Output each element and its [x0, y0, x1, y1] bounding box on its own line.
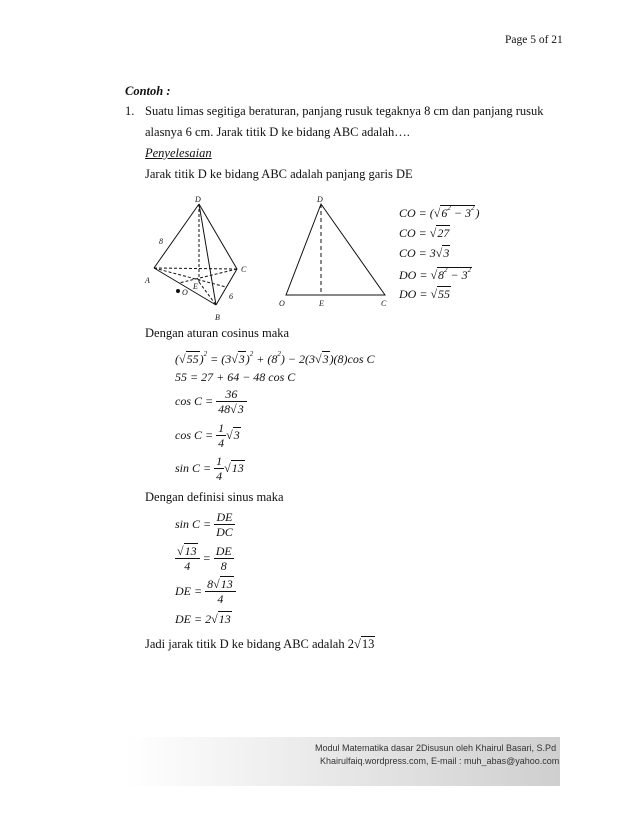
tri-label-E: E — [319, 299, 324, 308]
page-number: Page 5 of 21 — [505, 34, 563, 46]
pyr-label-8: 8 — [159, 237, 163, 246]
example-heading: Contoh : — [125, 84, 171, 98]
median-B — [199, 282, 216, 305]
sine-step-2: $\frac{√13}{4}$ = $\frac{DE}{8}$ — [177, 544, 232, 573]
sine-step-3: DE = $\frac{8√13}{4}$ — [175, 577, 236, 606]
sine-intro: Dengan definisi sinus maka — [145, 490, 284, 504]
edge-CB — [216, 269, 237, 305]
pyr-label-A: A — [145, 276, 150, 285]
calc-do-line-2: DO = √55 — [399, 287, 451, 301]
cosine-step-1: $(√55)^2 = (3√3)^2 + (8^2) - 2(3√3)(8)\cos$ C — [175, 350, 375, 366]
footer-author: Disusun oleh Khairul Basari, S.Pd — [421, 743, 557, 753]
footer-banner — [125, 737, 560, 786]
tri-label-D: D — [317, 195, 323, 204]
tri-label-C: C — [381, 299, 387, 308]
footer-contact: Khairulfaiq.wordpress.com, E-mail : muh_abas@yahoo.com — [320, 756, 560, 766]
pyr-label-D: D — [195, 195, 201, 204]
pyr-label-6: 6 — [229, 292, 233, 301]
calc-co-line-3: CO = 3√3 — [399, 246, 450, 260]
conclusion: Jadi jarak titik D ke bidang ABC adalah 2√13 — [145, 637, 375, 651]
item-number: 1. — [125, 104, 135, 118]
footer-module-title: Modul Matematika dasar 2 — [315, 743, 422, 753]
triangle-figure — [272, 192, 397, 312]
solution-label: Penyelesaian — [145, 146, 212, 160]
pyr-label-B: B — [215, 313, 220, 322]
point-O — [176, 289, 180, 293]
pyr-label-O: O — [182, 288, 188, 297]
median-A — [154, 268, 226, 287]
problem-line-1: Suatu limas segitiga beraturan, panjang rusuk tegaknya 8 cm dan panjang rusuk — [145, 104, 544, 118]
calc-co-line-2: CO = √27 — [399, 226, 450, 240]
cosine-intro: Dengan aturan cosinus maka — [145, 326, 290, 340]
edge-AB — [154, 268, 216, 305]
tri-label-O: O — [279, 299, 285, 308]
pyramid-figure — [140, 192, 260, 322]
cosine-step-5: sin C = $\frac{1}{4}$ √13 — [175, 454, 244, 483]
triangle-DOC — [286, 204, 385, 295]
cosine-step-2: 55 = 27 + 64 − 48 cos C — [175, 370, 296, 384]
calc-do-line-1: DO = $√8^2 - 3^2$ — [399, 266, 472, 282]
sine-step-4: DE = 2√13 — [175, 612, 231, 626]
calc-co-line-1: CO = $(√6^2 - 3^2)$ — [399, 204, 480, 220]
edge-DA — [154, 204, 199, 268]
cosine-step-3: cos C = $\frac{36}{48√3}$ — [175, 387, 247, 416]
pyr-label-E: E — [193, 282, 198, 291]
sine-step-1: sin C = $\frac{DE}{DC}$ — [175, 510, 233, 539]
pyr-label-C: C — [241, 265, 247, 274]
edge-AC — [154, 268, 237, 269]
cosine-step-4: cos C = $\frac{1}{4}$ √3 — [175, 421, 240, 450]
problem-line-2: alasnya 6 cm. Jarak titik D ke bidang ABC adalah…. — [145, 125, 410, 139]
median-C — [179, 269, 237, 283]
solution-intro: Jarak titik D ke bidang ABC adalah panjang garis DE — [145, 167, 413, 181]
